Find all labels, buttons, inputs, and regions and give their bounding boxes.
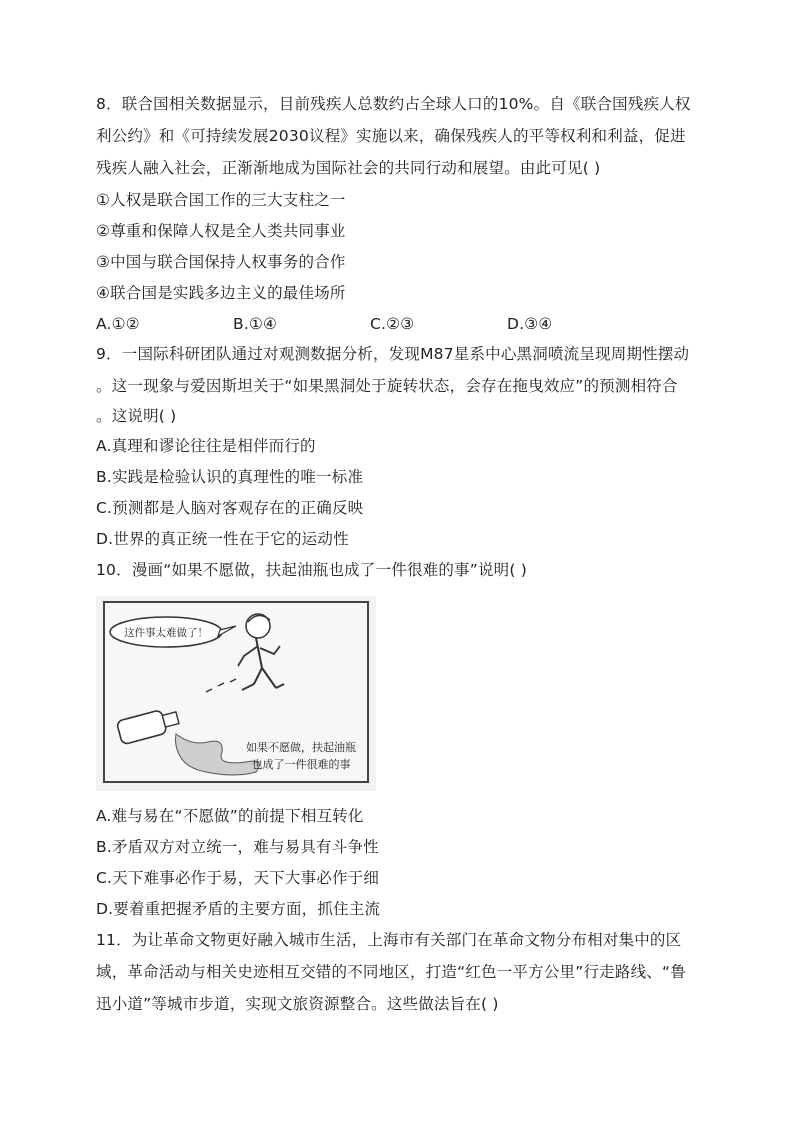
q8-stem-line3: 残疾人融入社会，正渐渐地成为国际社会的共同行动和展望。由此可见( ) (96, 159, 601, 177)
q8-option-d: D.③④ (507, 315, 553, 333)
q11-stem-line3: 迅小道”等城市步道，实现文旅资源整合。这些做法旨在( ) (96, 995, 499, 1013)
q9-option-c: C.预测都是人脑对客观存在的正确反映 (96, 499, 364, 517)
q10-option-a: A.难与易在“不愿做”的前提下相互转化 (96, 807, 364, 825)
q9-option-a: A.真理和谬论往往是相伴而行的 (96, 437, 316, 455)
q8-stem-line2: 利公约》和《可持续发展2030议程》实施以来，确保残疾人的平等权利和利益，促进 (96, 127, 686, 145)
q11-stem-line2: 域，革命活动与相关史迹相互交错的不同地区，打造“红色一平方公里”行走路线、“鲁 (96, 963, 686, 981)
q8-option-a: A.①② (96, 315, 140, 333)
q8-option-c: C.②③ (370, 315, 415, 333)
q9-option-d: D.世界的真正统一性在于它的运动性 (96, 530, 349, 548)
q9-stem-line2: 。这一现象与爱因斯坦关于“如果黑洞处于旋转状态，会存在拖曳效应”的预测相符合 (96, 377, 678, 395)
cartoon-caption-line2: 也成了一件很难的事 (251, 758, 351, 771)
q8-item-4: ④联合国是实践多边主义的最佳场所 (96, 284, 346, 302)
q8-item-2: ②尊重和保障人权是全人类共同事业 (96, 222, 346, 240)
cartoon-image (96, 596, 376, 791)
q10-option-b: B.矛盾双方对立统一，难与易具有斗争性 (96, 838, 379, 856)
q8-stem-line1: 8．联合国相关数据显示，目前残疾人总数约占全球人口的10%。自《联合国残疾人权 (96, 95, 691, 113)
q11-stem-line1: 11．为让革命文物更好融入城市生活，上海市有关部门在革命文物分布相对集中的区 (96, 931, 682, 949)
q8-options (96, 314, 552, 334)
q10-option-d: D.要着重把握矛盾的主要方面，抓住主流 (96, 900, 381, 918)
q9-stem-line1: 9．一国际科研团队通过对观测数据分析，发现M87星系中心黑洞喷流呈现周期性摆动 (96, 345, 690, 363)
q8-item-3: ③中国与联合国保持人权事务的合作 (96, 253, 346, 271)
cartoon-speech-text: 这件事太难做了！ (124, 627, 208, 639)
q8-option-b: B.①④ (233, 315, 278, 333)
q10-option-c: C.天下难事必作于易，天下大事必作于细 (96, 869, 380, 887)
cartoon-caption-line1: 如果不愿做，扶起油瓶 (246, 741, 356, 754)
q10-stem: 10．漫画“如果不愿做，扶起油瓶也成了一件很难的事”说明( ) (96, 561, 528, 579)
q8-item-1: ①人权是联合国工作的三大支柱之一 (96, 191, 346, 209)
q9-option-b: B.实践是检验认识的真理性的唯一标准 (96, 468, 364, 486)
q9-stem-line3: 。这说明( ) (96, 407, 177, 425)
